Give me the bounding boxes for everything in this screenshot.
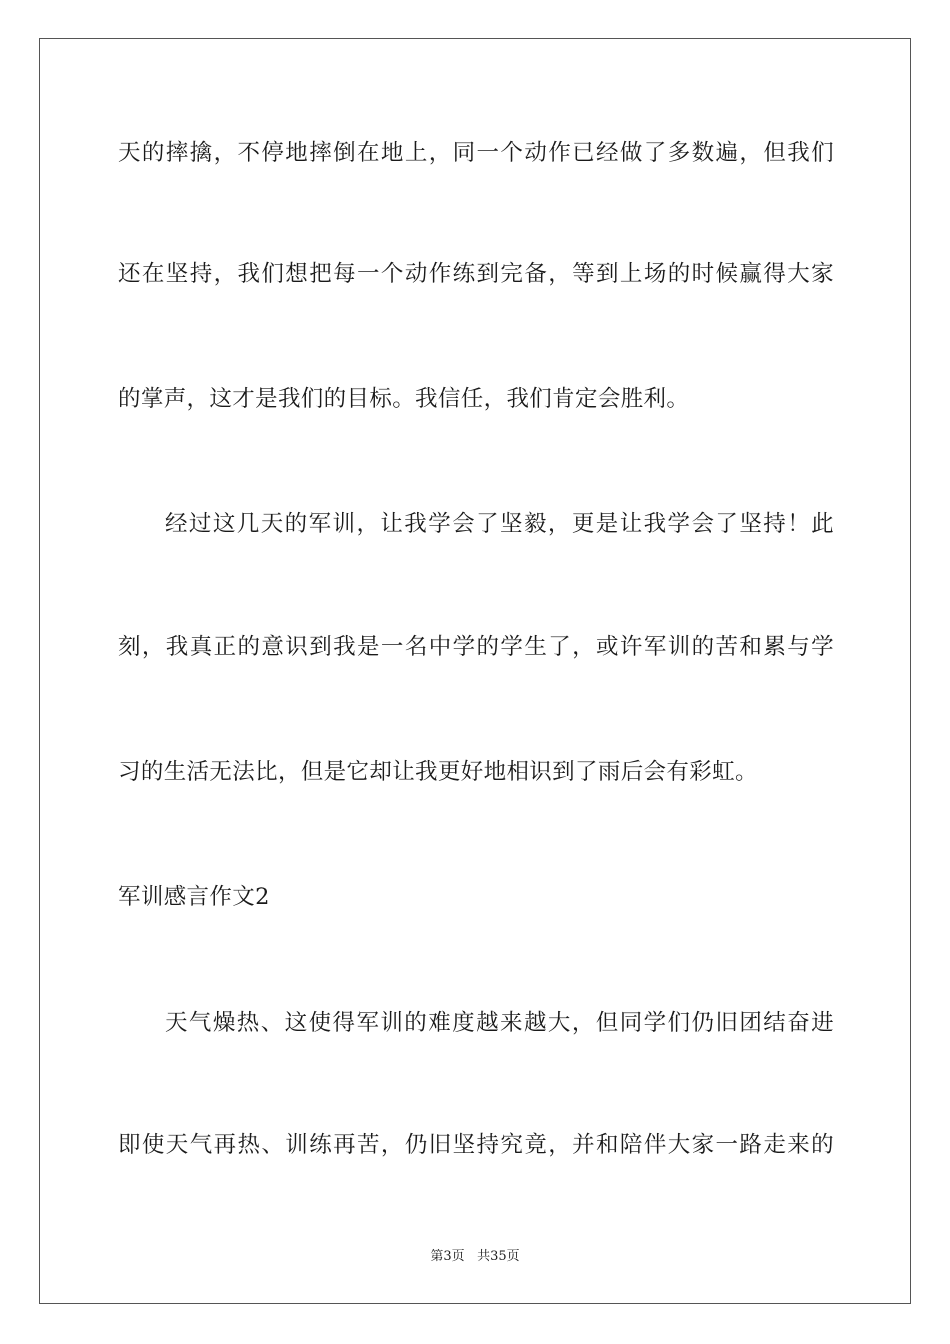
page-footer	[0, 1248, 950, 1266]
text-line: 习的生活无法比，但是它却让我更好地相识到了雨后会有彩虹。	[118, 759, 758, 785]
page-total: 共35页	[477, 1249, 520, 1264]
text-line: 即使天气再热、训练再苦，仍旧坚持究竟，并和陪伴大家一路走来的	[118, 1132, 834, 1158]
text-line: 还在坚持，我们想把每一个动作练到完备，等到上场的时候赢得大家	[118, 261, 834, 287]
text-line: 刻，我真正的意识到我是一名中学的学生了，或许军训的苦和累与学	[118, 634, 834, 660]
section-heading: 军训感言作文2	[118, 884, 270, 910]
text-line: 经过这几天的军训，让我学会了坚毅，更是让我学会了坚持！此	[165, 511, 834, 537]
text-line: 的掌声，这才是我们的目标。我信任，我们肯定会胜利。	[118, 386, 690, 412]
text-line: 天气燥热、这使得军训的难度越来越大，但同学们仍旧团结奋进	[165, 1010, 834, 1036]
page-number: 第3页	[430, 1249, 465, 1264]
page-border	[39, 38, 911, 1304]
text-line: 天的摔擒，不停地摔倒在地上，同一个动作已经做了多数遍，但我们	[118, 140, 834, 166]
